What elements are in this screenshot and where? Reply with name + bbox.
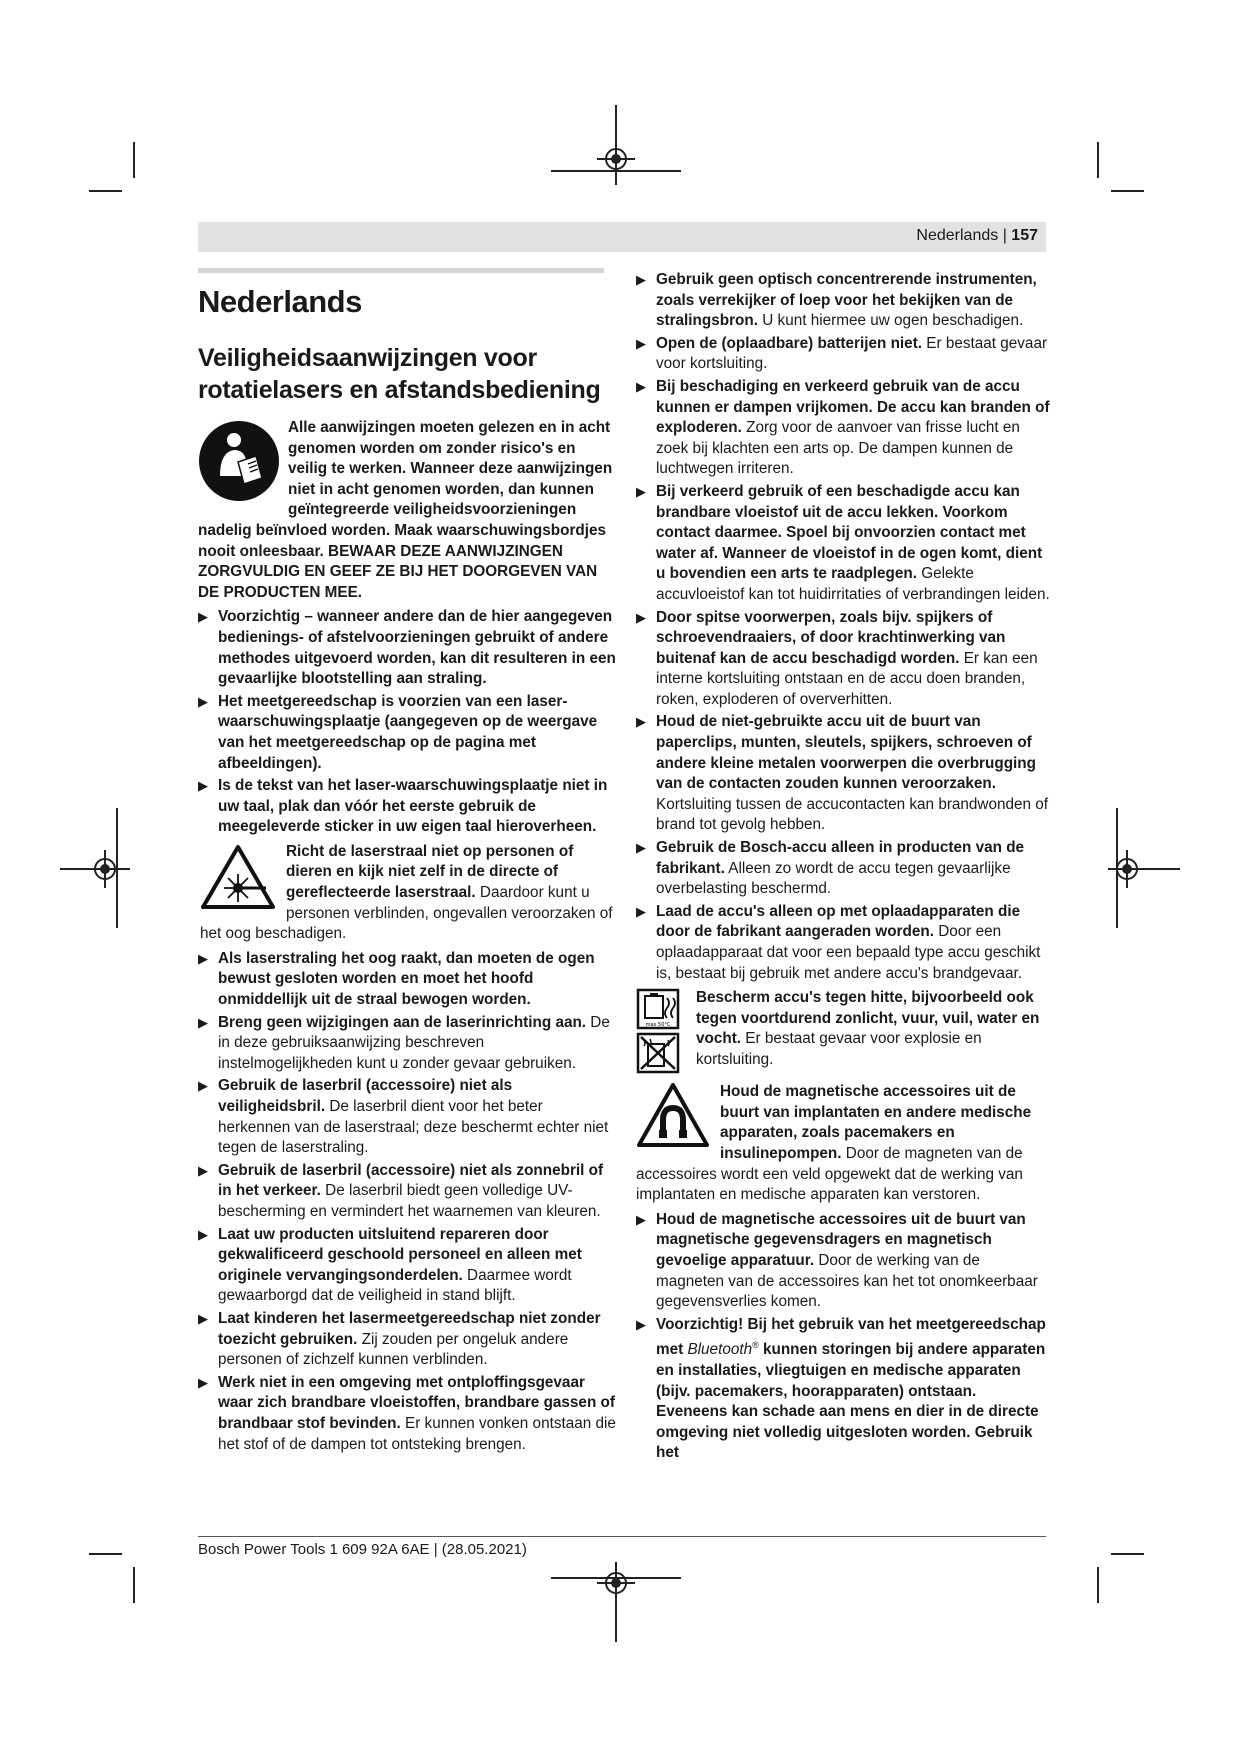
- item-text: Kortsluiting tussen de accucontacten kan brandwonden of brand tot gevolg hebben.: [656, 795, 1049, 834]
- left-column: [198, 270, 616, 1455]
- crop-mark: [133, 1567, 135, 1603]
- laser-warning-text: Daardoor kunt u personen verblinden, ongevallen veroorzaken of het oog beschadigen.: [200, 884, 613, 943]
- item-bold: Laad de accu's alleen op met oplaadapparaten die door de fabrikant aangeraden worden.: [656, 902, 1021, 941]
- bullet-arrow-icon: ▶: [636, 1211, 646, 1227]
- heat-warning-bold: Bescherm accu's tegen hitte, bijvoorbeeld ook tegen voortdurend zonlicht, vuur, vuil, water en vocht.: [696, 989, 1040, 1048]
- page-header: [198, 222, 1046, 252]
- bullet-arrow-icon: ▶: [198, 778, 208, 794]
- magnet-warning-icon: [636, 1082, 710, 1148]
- list-item: [636, 838, 1050, 900]
- bullet-arrow-icon: ▶: [198, 1078, 208, 1094]
- battery-heat-icon: [638, 990, 678, 1028]
- list-item: [198, 1373, 616, 1455]
- list-item: [636, 334, 1050, 375]
- footer-rule: [198, 1536, 1046, 1537]
- item-bold: Laat uw producten uitsluitend repareren door gekwalificeerd geschoold personeel en alleen met originele vervangingsonderdelen.: [218, 1225, 582, 1284]
- list-item: [198, 1225, 616, 1307]
- bullet-arrow-icon: ▶: [198, 609, 208, 625]
- item-text: Door een oplaadapparaat dat voor een bepaald type accu geschikt is, bestaat bij gebruik met andere accu's brandgevaar.: [656, 923, 1041, 982]
- page-title: Nederlands: [198, 284, 362, 319]
- list-item: [198, 949, 616, 1011]
- item-bold: Laat kinderen het lasermeetgereedschap niet zonder toezicht gebruiken.: [218, 1309, 601, 1348]
- magnet-warning-block: [636, 1082, 1050, 1206]
- list-item: [636, 712, 1050, 836]
- item-text: Alleen zo wordt de accu tegen gevaarlijke overbelasting beschermd.: [656, 859, 1011, 898]
- crop-mark: [1097, 142, 1099, 178]
- list-item: [198, 692, 616, 774]
- list-item: [636, 482, 1050, 606]
- item-bold: Bij beschadiging en verkeerd gebruik van de accu kunnen er dampen vrijkomen. De accu kan branden of exploderen.: [656, 377, 1050, 437]
- laser-warning-bold: Richt de laserstraal niet op personen of dieren en kijk niet zelf in de directe of gereflecteerde laserstraal.: [286, 842, 574, 902]
- list-item: [198, 1013, 616, 1075]
- crop-mark: [1111, 190, 1144, 192]
- item-bold: Open de (oplaadbare) batterijen niet.: [656, 334, 923, 352]
- bullet-arrow-icon: ▶: [636, 483, 646, 499]
- right-column: [636, 268, 1050, 1464]
- list-item: [198, 776, 616, 838]
- list-item: [198, 1309, 616, 1371]
- bullet-arrow-icon: ▶: [198, 1310, 208, 1326]
- read-manual-icon: [198, 420, 280, 502]
- item-bold: Bij verkeerd gebruik of een beschadigde accu kan brandbare vloeistof uit de accu lekken. Voorkom contact daarmee. Spoel bij onvoorzien contact met water af. Wanneer de vloeistof in de ogen komt, dient u bovendien een arts te raadplegen.: [656, 482, 1043, 583]
- item-text: De in deze gebruiksaanwijzing beschreven instelmogelijkheden kunt u zonder gevaar gebruiken.: [218, 1013, 610, 1072]
- bullet-arrow-icon: ▶: [636, 609, 646, 625]
- item-bold: Gebruik de laserbril (accessoire) niet als veiligheidsbril.: [218, 1077, 513, 1115]
- list-item: [636, 1210, 1050, 1313]
- registration-target-icon: [605, 1572, 627, 1594]
- item-text: Daarmee wordt gewaarborgd dat de veiligheid in stand blijft.: [218, 1266, 572, 1305]
- item-bold: Gebruik de Bosch-accu alleen in producten van de fabrikant.: [656, 839, 1025, 877]
- bullet-arrow-icon: ▶: [636, 272, 646, 287]
- item-text: Zorg voor de aanvoer van frisse lucht en zoek bij klachten een arts op. De dampen kunnen de luchtwegen irriteren.: [656, 419, 1020, 478]
- item-text: Zij zouden per ongeluk andere personen of zichzelf kunnen verblinden.: [218, 1330, 569, 1369]
- registration-target-icon: [94, 858, 116, 880]
- item-bold: Is de tekst van het laser-waarschuwingsplaatje niet in uw taal, plak dan vóór het eerste gebruik de meegeleverde sticker in uw eigen taal hieroverheen.: [218, 777, 608, 836]
- bullet-arrow-icon: ▶: [198, 1162, 208, 1178]
- magnet-warning-bold: Houd de magnetische accessoires uit de buurt van implantaten en andere medische apparaten, zoals pacemakers en insulinepompen.: [720, 1083, 1032, 1162]
- item-bold: Voorzichtig – wanneer andere dan de hier aangegeven bedienings- of afstelvoorzieningen gebruikt of andere methodes uitgevoerd worden, kan dit resulteren in een gevaarlijke blootstelling aan straling.: [218, 608, 616, 688]
- item-text: Er kunnen vonken ontstaan die het stof of de dampen tot ontsteking brengen.: [218, 1414, 616, 1453]
- bullet-arrow-icon: ▶: [198, 1226, 208, 1242]
- header-text: [916, 227, 1038, 245]
- crop-mark: [1111, 1553, 1144, 1555]
- item-text: U kunt hiermee uw ogen beschadigen.: [758, 312, 1024, 330]
- item-text: Door de werking van de magneten van de accessoires kan het tot onomkeerbaar gegevensverlies komen.: [656, 1251, 1038, 1311]
- header-language: Nederlands: [916, 227, 999, 244]
- section-title: Veiligheidsaanwijzingen voor rotatielasers en afstandsbediening: [198, 344, 601, 404]
- crop-mark: [1097, 1567, 1099, 1603]
- intro-text: Alle aanwijzingen moeten gelezen en in acht genomen worden om zonder risico's en veilig te werken. Wanneer deze aanwijzingen niet in acht genomen worden, dan kunnen geïntegreerde veiligheidsvoorzieningen nadelig beïnvloed worden. Maak waarschuwingsbordjes nooit onleesbaar. BEWAAR DEZE AANWIJZINGEN ZORGVULDIG EN GEEF ZE BIJ HET DOORGEVEN VAN DE PRODUCTEN MEE.: [198, 419, 613, 601]
- item-bold: Breng geen wijzigingen aan de laserinrichting aan.: [218, 1013, 587, 1031]
- bullet-arrow-icon: ▶: [636, 1316, 646, 1332]
- registration-target-icon: [605, 148, 627, 170]
- list-item: [198, 1076, 616, 1158]
- item-bold: Houd de niet-gebruikte accu uit de buurt van paperclips, munten, sleutels, spijkers, schroeven of andere kleine metalen voorwerpen die overbrugging van de contacten zouden kunnen veroorzaken.: [656, 713, 1036, 793]
- heat-warning-block: [636, 988, 1050, 1078]
- bluetooth-bold-1: Voorzichtig! Bij het gebruik van het meetgereedschap met: [656, 1315, 1046, 1359]
- bullet-arrow-icon: ▶: [636, 378, 646, 394]
- list-item: [636, 377, 1050, 480]
- item-bold: Gebruik geen optisch concentrerende instrumenten, zoals verrekijker of loep voor het bekijken van de stralingsbron.: [656, 271, 1037, 330]
- bullet-arrow-icon: ▶: [198, 1374, 208, 1390]
- bullet-arrow-icon: ▶: [636, 840, 646, 856]
- bullet-arrow-icon: ▶: [636, 903, 646, 919]
- list-item: [198, 607, 616, 689]
- intro-block: [198, 418, 616, 603]
- item-bold: Het meetgereedschap is voorzien van een laser-waarschuwingsplaatje (aangegeven op de weergave van het meetgereedschap op de pagina met afbeeldingen).: [218, 692, 598, 772]
- bluetooth-term: Bluetooth: [687, 1341, 753, 1359]
- page-footer: Bosch Power Tools 1 609 92A 6AE | (28.05.2021): [198, 1541, 527, 1558]
- svg-text:max 50°C: max 50°C: [645, 1022, 671, 1029]
- no-water-icon: [638, 1034, 678, 1072]
- heat-warning-text: Er bestaat gevaar voor explosie en kortsluiting.: [696, 1030, 982, 1068]
- list-item: [198, 1161, 616, 1223]
- item-bold: Door spitse voorwerpen, zoals bijv. spijkers of schroevendraaiers, of door krachtinwerking van buitenaf kan de accu beschadigd worden.: [656, 608, 1006, 667]
- item-text: De laserbril biedt geen volledige UV-bescherming en vermindert het waarnemen van kleuren.: [218, 1182, 601, 1220]
- item-text: Er kan een interne kortsluiting ontstaan en de accu doen branden, roken, exploderen of oververhitten.: [656, 649, 1038, 708]
- laser-warning-icon: [200, 844, 276, 910]
- item-bold: Gebruik de laserbril (accessoire) niet als zonnebril of in het verkeer.: [218, 1161, 604, 1200]
- list-item: [636, 902, 1050, 984]
- item-text: Gelekte accuvloeistof kan tot huidirritaties of verbrandingen leiden.: [656, 565, 1050, 603]
- registration-target-icon: [1116, 858, 1138, 880]
- laser-warning-block: [198, 842, 616, 945]
- bluetooth-bold-2: kunnen storingen bij andere apparaten en installaties, vliegtuigen en medische apparaten (bijv. pacemakers, hoorapparaten) ontstaan. Eveneens kan schade aan mens en dier in de directe omgeving niet volledig uitgesloten worden. Gebruik het: [656, 1341, 1046, 1462]
- item-bold: Werk niet in een omgeving met ontploffingsgevaar waar zich brandbare vloeistoffen, brandbare gassen of brandbaar stof bevinden.: [218, 1373, 615, 1432]
- page-number: 157: [1011, 227, 1038, 244]
- bullet-arrow-icon: ▶: [198, 1014, 208, 1030]
- crop-mark: [89, 190, 122, 192]
- crop-mark: [133, 142, 135, 178]
- bullet-arrow-icon: ▶: [198, 950, 208, 966]
- list-item: [636, 270, 1050, 332]
- bullet-arrow-icon: ▶: [198, 693, 208, 709]
- registered-mark: ®: [752, 1340, 759, 1351]
- bullet-arrow-icon: ▶: [636, 714, 646, 730]
- item-text: Er bestaat gevaar voor kortsluiting.: [656, 334, 1048, 373]
- item-text: De laserbril dient voor het beter herkennen van de laserstraal; deze beschermt echter niet tegen de laserstraling.: [218, 1098, 609, 1157]
- list-item-bluetooth: [636, 1315, 1050, 1464]
- battery-warning-icons: [636, 988, 686, 1078]
- bullet-arrow-icon: ▶: [636, 335, 646, 351]
- magnet-warning-text: Door de magneten van de accessoires wordt een veld opgewekt dat de werking van implantaten en medische apparaten kan verstoren.: [636, 1144, 1023, 1204]
- crop-mark: [89, 1553, 122, 1555]
- item-bold: Houd de magnetische accessoires uit de buurt van magnetische gegevensdragers en magnetisch gevoelige apparatuur.: [656, 1210, 1026, 1269]
- item-bold: Als laserstraling het oog raakt, dan moeten de ogen bewust gesloten worden en moet het hoofd onmiddellijk uit de straal bewogen worden.: [218, 949, 595, 1009]
- header-separator: |: [998, 227, 1012, 244]
- list-item: [636, 608, 1050, 711]
